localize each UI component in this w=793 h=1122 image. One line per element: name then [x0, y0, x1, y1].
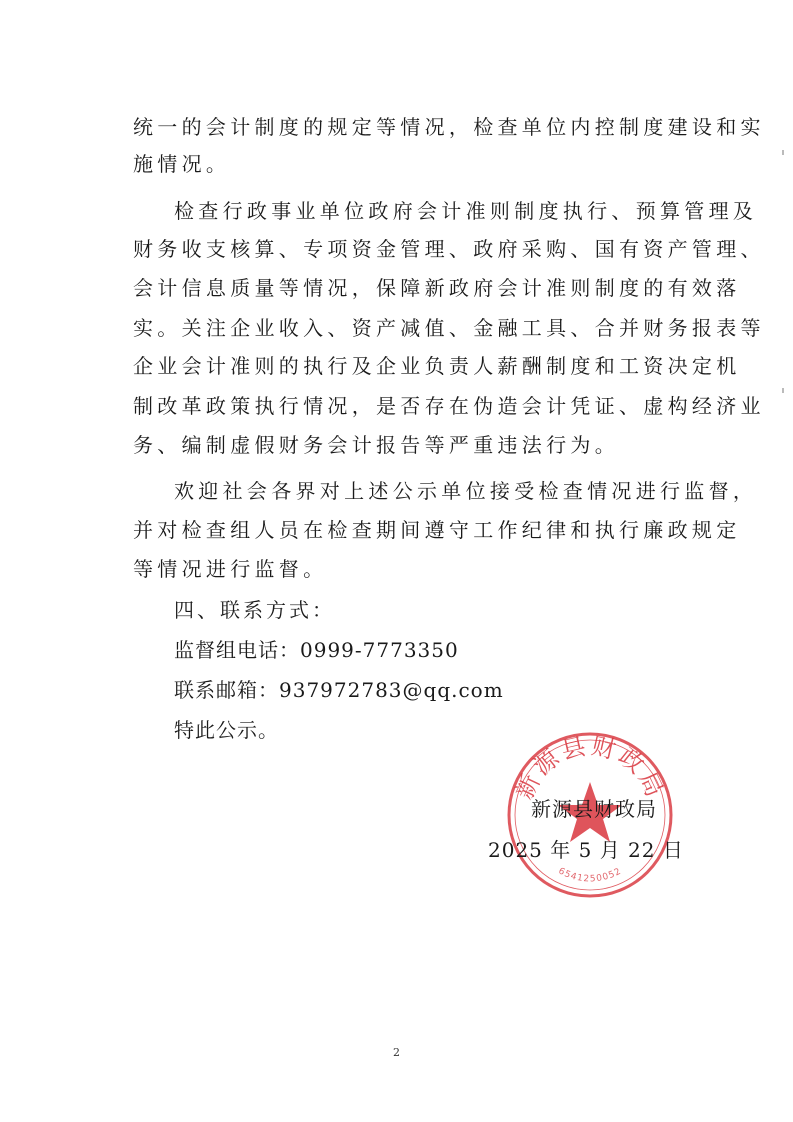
contact-email: 联系邮箱：937972783@qq.com [174, 678, 504, 702]
body-line-10: 欢迎社会各界对上述公示单位接受检查情况进行监督， [174, 479, 758, 503]
body-line-4: 财务收支核算、专项资金管理、政府采购、国有资产管理、 [133, 237, 765, 261]
body-line-2: 施情况。 [133, 152, 231, 176]
contact-heading: 四、联系方式： [174, 598, 335, 622]
signature-date: 2025 年 5 月 22 日 [488, 838, 684, 862]
body-line-6: 实。关注企业收入、资产减值、金融工具、合并财务报表等 [133, 316, 765, 340]
scan-mark [782, 388, 784, 393]
seal-code: 6541250052 [556, 866, 624, 885]
body-line-8: 制改革政策执行情况，是否存在伪造会计凭证、虚构经济业 [133, 394, 765, 418]
scan-mark [782, 150, 784, 155]
body-line-1: 统一的会计制度的规定等情况，检查单位内控制度建设和实 [133, 115, 765, 139]
body-line-9: 务、编制虚假财务会计报告等严重违法行为。 [133, 433, 619, 457]
body-line-5: 会计信息质量等情况，保障新政府会计准则制度的有效落 [133, 276, 741, 300]
contact-phone: 监督组电话：0999-7773350 [174, 638, 459, 662]
svg-text:6541250052 [556, 866, 623, 884]
seal-text: 新源县财政局 [510, 731, 670, 804]
signature-org: 新源县财政局 [531, 797, 657, 821]
body-line-12: 等情况进行监督。 [133, 557, 328, 581]
body-line-11: 并对检查组人员在检查期间遵守工作纪律和执行廉政规定 [133, 518, 741, 542]
page-number: 2 [393, 1046, 400, 1059]
notice-text: 特此公示。 [174, 718, 279, 742]
body-line-7: 企业会计准则的执行及企业负责人薪酬制度和工资决定机 [133, 354, 741, 378]
body-line-3: 检查行政事业单位政府会计准则制度执行、预算管理及 [174, 199, 758, 223]
